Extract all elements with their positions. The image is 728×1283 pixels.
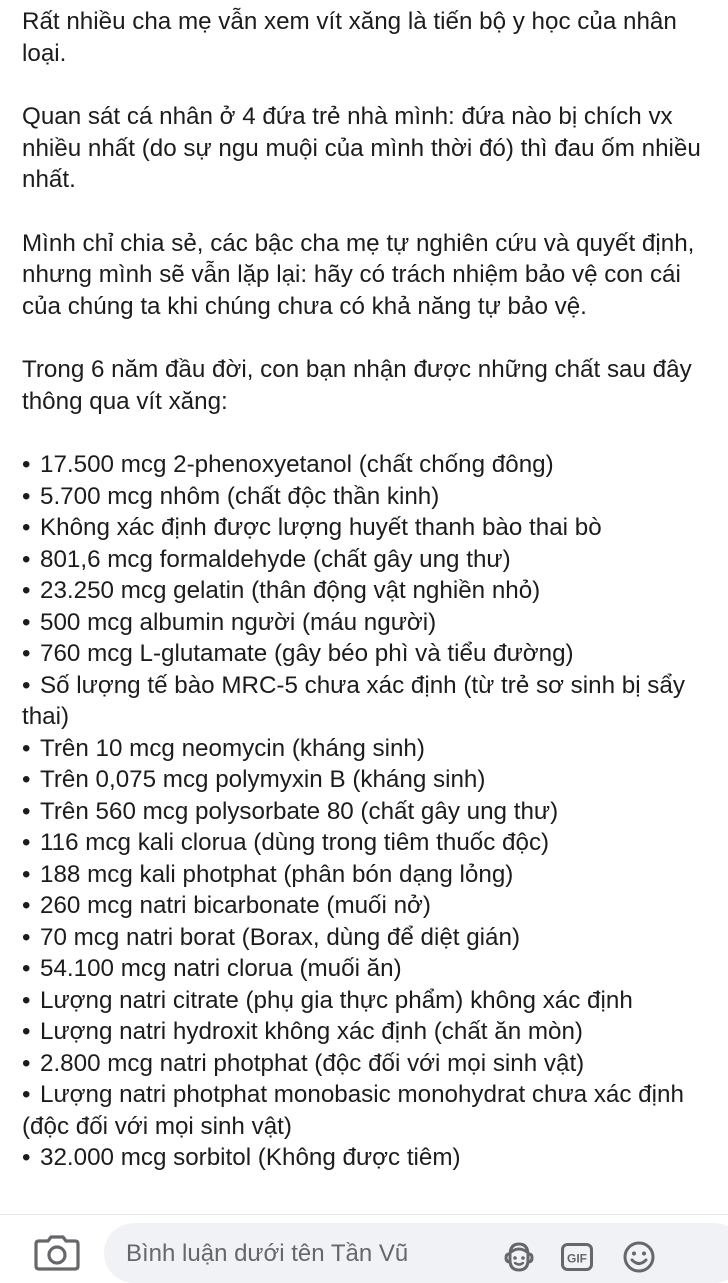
list-item-text: Lượng natri photphat monobasic monohydrat chưa xác định (độc đối với mọi sinh vật): [22, 1081, 684, 1140]
list-item: [22, 859, 722, 891]
bullet-marker: •: [22, 671, 31, 699]
bullet-marker: •: [22, 986, 31, 1014]
list-item: [22, 764, 722, 796]
list-item: [22, 607, 722, 639]
bullet-marker: •: [22, 1144, 31, 1171]
list-item-text: Trên 0,075 mcg polymyxin B (kháng sinh): [40, 766, 486, 793]
comment-placeholder: Bình luận dưới tên Tần Vũ: [126, 1240, 409, 1267]
bullet-marker: •: [22, 514, 31, 541]
list-item-text: Không xác định được lượng huyết thanh bào thai bò: [40, 514, 602, 541]
list-item-text: 2.800 mcg natri photphat (độc đối với mọi sinh vật): [40, 1049, 585, 1077]
bullet-marker: •: [22, 797, 31, 825]
list-item: [22, 575, 722, 607]
list-item: [22, 544, 722, 576]
list-item-text: 801,6 mcg formaldehyde (chất gây ung thư): [40, 545, 511, 573]
list-item-text: Trên 10 mcg neomycin (kháng sinh): [40, 734, 425, 762]
post-paragraph: Rất nhiều cha mẹ vẫn xem vít xăng là tiến bộ y học của nhân loại.: [22, 8, 677, 67]
list-item-text: 188 mcg kali photphat (phân bón dạng lỏng): [40, 860, 514, 888]
ingredient-list: [22, 449, 722, 1174]
list-item: [22, 985, 722, 1017]
list-item: [22, 1079, 722, 1142]
list-item: [22, 796, 722, 828]
list-item: [22, 890, 722, 922]
list-item-text: 17.500 mcg 2-phenoxyetanol (chất chống đông): [40, 451, 554, 478]
list-item-text: 70 mcg natri borat (Borax, dùng để diệt gián): [40, 923, 520, 951]
bullet-marker: •: [22, 608, 31, 636]
bullet-marker: •: [22, 766, 31, 793]
post-body: [22, 6, 722, 1174]
gif-icon[interactable]: [560, 1240, 594, 1274]
post-paragraph: Trong 6 năm đầu đời, con bạn nhận được những chất sau đây thông qua vít xăng:: [22, 356, 692, 415]
bullet-marker: •: [22, 545, 31, 573]
list-item-text: Lượng natri citrate (phụ gia thực phẩm) không xác định: [40, 986, 633, 1014]
bullet-marker: •: [22, 955, 31, 982]
list-item: [22, 953, 722, 985]
list-item: [22, 449, 722, 481]
bullet-marker: •: [22, 451, 31, 478]
list-item-text: 260 mcg natri bicarbonate (muối nở): [40, 892, 431, 919]
list-item: [22, 512, 722, 544]
list-item-text: 760 mcg L-glutamate (gây béo phì và tiểu đường): [40, 640, 574, 667]
bullet-marker: •: [22, 892, 31, 919]
bullet-marker: •: [22, 640, 31, 667]
list-item: [22, 1048, 722, 1080]
list-item-text: Trên 560 mcg polysorbate 80 (chất gây ung thư): [40, 797, 559, 825]
list-item: [22, 670, 722, 733]
list-item-text: 32.000 mcg sorbitol (Không được tiêm): [40, 1144, 461, 1171]
post-paragraph: Mình chỉ chia sẻ, các bậc cha mẹ tự nghiên cứu và quyết định, nhưng mình sẽ vẫn lặp lại: hãy có trách nhiệm bảo vệ con cái của chúng ta khi chúng chưa có khả năng tự bảo vệ.: [22, 229, 695, 320]
bullet-marker: •: [22, 482, 31, 510]
gif-label: GIF: [567, 1251, 587, 1266]
comment-bar: [0, 1214, 728, 1281]
camera-icon[interactable]: [34, 1235, 80, 1271]
list-item-text: Số lượng tế bào MRC-5 chưa xác định (từ trẻ sơ sinh bị sẩy thai): [22, 671, 685, 730]
list-item: [22, 733, 722, 765]
bullet-marker: •: [22, 734, 31, 762]
bullet-marker: •: [22, 829, 31, 856]
list-item: [22, 481, 722, 513]
list-item-text: 500 mcg albumin người (máu người): [40, 608, 437, 636]
list-item: [22, 638, 722, 670]
list-item: [22, 922, 722, 954]
list-item-text: 23.250 mcg gelatin (thân động vật nghiền nhỏ): [40, 577, 541, 604]
bullet-marker: •: [22, 923, 31, 951]
bullet-marker: •: [22, 1081, 31, 1108]
list-item-text: 5.700 mcg nhôm (chất độc thần kinh): [40, 482, 440, 510]
list-item: [22, 827, 722, 859]
bullet-marker: •: [22, 1018, 31, 1045]
comment-input[interactable]: [104, 1223, 728, 1283]
bullet-marker: •: [22, 577, 31, 604]
avatar-sticker-icon[interactable]: [502, 1240, 536, 1274]
list-item-text: 116 mcg kali clorua (dùng trong tiêm thuốc độc): [40, 829, 550, 856]
list-item: [22, 1016, 722, 1048]
bullet-marker: •: [22, 1049, 31, 1077]
bullet-marker: •: [22, 860, 31, 888]
list-item: [22, 1142, 722, 1174]
emoji-icon[interactable]: [622, 1240, 656, 1274]
list-item-text: Lượng natri hydroxit không xác định (chất ăn mòn): [40, 1018, 583, 1045]
list-item-text: 54.100 mcg natri clorua (muối ăn): [40, 955, 402, 982]
post-paragraph: Quan sát cá nhân ở 4 đứa trẻ nhà mình: đứa nào bị chích vx nhiều nhất (do sự ngu muội của mình thời đó) thì đau ốm nhiều nhất.: [22, 103, 701, 193]
